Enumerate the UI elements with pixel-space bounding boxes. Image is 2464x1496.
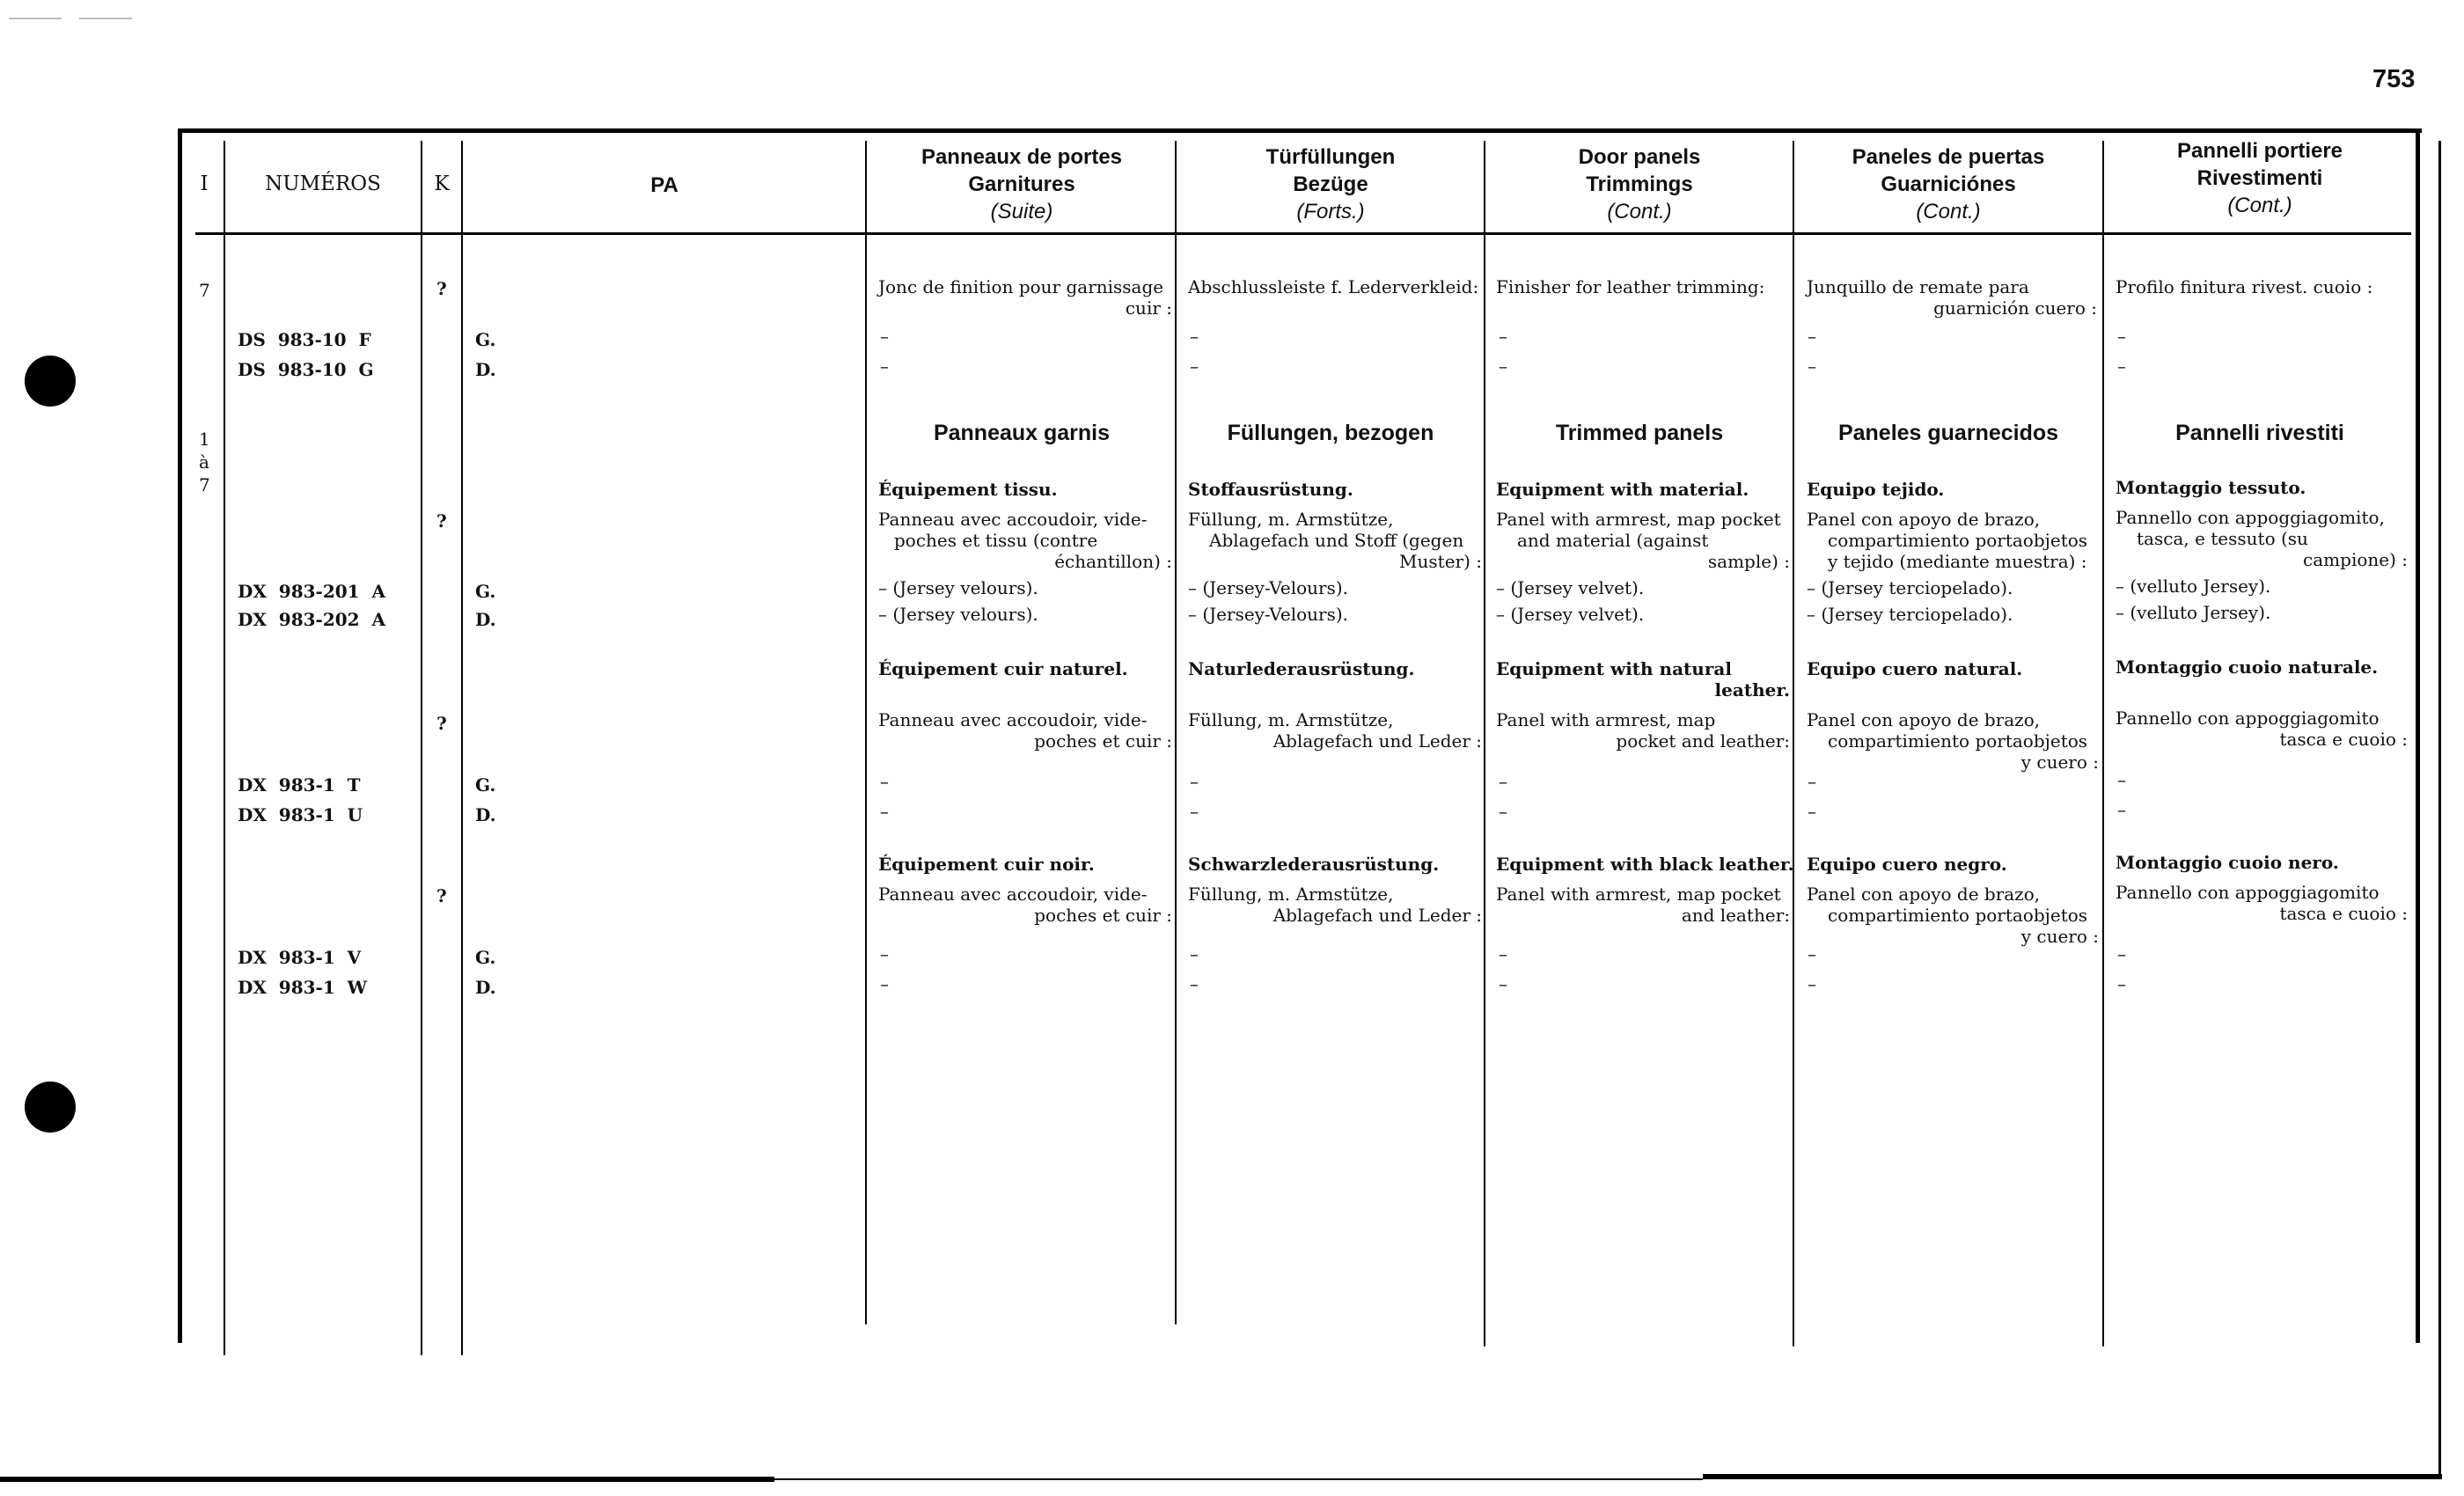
cell-es: – (Jersey terciopelado). [1807,604,2013,625]
dash: – [1499,801,1507,822]
header-cont: (Forts.) [1296,200,1365,224]
text-line: Equipment with natural [1496,658,1732,679]
section-title-fr: Panneaux garnis [933,421,1111,445]
text-line: poches et cuir : [1034,730,1172,752]
desc-fr [878,884,1172,926]
k-marker: ? [436,713,447,734]
equipment-fr: Équipement tissu. [878,479,1058,500]
header-subtitle: Trimmings [1586,172,1693,196]
table-left-border [178,128,182,1343]
equipment-it: Montaggio cuoio nero. [2116,852,2339,873]
cell-it: – (velluto Jersey). [2116,602,2271,623]
text-line: Muster) : [1399,551,1482,572]
header-cont: (Cont.) [1607,200,1672,224]
section-title-de: Füllungen, bezogen [1227,421,1434,445]
text-line: Panel con apoyo de brazo, [1807,509,2041,530]
header-col-fr [869,143,1174,225]
desc-es [1807,509,2099,572]
text-line: campione) : [2303,549,2408,570]
dash: – [1808,943,1816,964]
header-col-it [2106,137,2414,219]
equipment-fr [878,658,1172,679]
desc-de [1188,276,1484,297]
dash: – [880,356,889,377]
desc-it [2116,507,2408,570]
pa-side: G. [475,774,496,796]
desc-en [1496,276,1790,297]
header-subtitle: Rivestimenti [2196,166,2323,190]
col-divider [1484,141,1485,1346]
part-number: DX 983-1 U [238,804,363,825]
text-line: Pannello con appoggiagomito, [2116,507,2385,528]
dash: – [2117,356,2126,377]
part-number: DS 983-10 G [238,359,374,380]
text-line: cuir : [1125,297,1172,319]
desc-es [1807,884,2099,947]
equipment-en: Equipment with black leather. [1496,854,1794,875]
pa-side: D. [475,609,496,630]
text-line: Panneau avec accoudoir, vide- [878,509,1148,530]
dash: – [880,326,889,347]
header-separator [195,232,2411,235]
text-line: poches et tissu (contre [894,530,1098,551]
text-line: Füllung, m. Armstütze, [1188,709,1394,730]
header-numeros: NUMÉROS [265,172,381,195]
dash: – [2117,769,2126,790]
table-top-border [178,128,2422,133]
dash: – [1190,771,1199,792]
dash: – [1808,356,1816,377]
cell-en: – (Jersey velvet). [1496,604,1645,625]
text-line: pocket and leather: [1616,730,1790,752]
dash: – [880,771,889,792]
equipment-de: Schwarzlederausrüstung. [1188,854,1440,875]
text-line: y tejido (mediante muestra) : [1828,551,2087,572]
header-subtitle: Garnitures [968,172,1075,196]
i-range-sep: à [199,451,209,473]
col-divider [1793,141,1794,1346]
pa-side: G. [475,329,496,350]
dash: – [1190,326,1199,347]
i-range [199,428,210,496]
col-divider [461,141,463,1355]
desc-de [1188,509,1482,572]
desc-en [1496,709,1790,752]
page-bottom-rule [0,1477,774,1482]
page-right-rule [2438,141,2441,1478]
dash: – [2117,799,2126,820]
cell-es: – (Jersey terciopelado). [1807,577,2013,598]
header-k: K [434,172,450,195]
scan-mark [79,18,132,19]
desc-en [1496,509,1790,572]
header-cont: (Cont.) [2227,194,2292,217]
cell-fr: – (Jersey velours). [878,604,1038,625]
header-title: Türfüllungen [1265,145,1396,169]
part-number: DX 983-1 V [238,947,362,968]
header-pa: PA [650,173,678,197]
i-range-start: 1 [199,429,210,450]
cell-it: – (velluto Jersey). [2116,576,2271,597]
text-line: leather. [1714,679,1790,700]
part-number: DX 983-1 T [238,774,361,796]
dash: – [1499,771,1507,792]
section-title-it: Pannelli rivestiti [2175,421,2344,445]
desc-fr [878,709,1172,752]
dash: – [1499,356,1507,377]
pa-side: D. [475,359,496,380]
equipment-de: Stoffausrüstung. [1188,479,1353,500]
text-line: y cuero : [2020,926,2099,947]
col-divider [224,141,225,1355]
text-line: Junquillo de remate para [1807,276,2029,297]
text-line: sample) : [1707,551,1790,572]
text-line: Pannello con appoggiagomito [2116,708,2380,729]
desc-fr [878,509,1172,572]
dash: – [2117,943,2126,964]
pa-side: D. [475,977,496,998]
text-line: and leather: [1681,905,1790,926]
desc-de [1188,884,1482,926]
col-divider [865,141,867,1324]
equipment-en: Equipment with material. [1496,479,1749,500]
scan-mark [9,18,62,19]
dash: – [2117,326,2126,347]
header-col-es [1796,143,2101,225]
header-subtitle: Bezüge [1293,172,1368,196]
header-col-de [1178,143,1483,225]
text-line: Jonc de finition pour garnissage [878,276,1164,297]
text-line: Panel with armrest, map pocket [1496,509,1781,530]
text-line: Naturlederausrüstung. [1188,658,1415,679]
text-line: Ablagefach und Stoff (gegen [1209,530,1464,551]
header-cont: (Suite) [990,200,1053,224]
cell-en: – (Jersey velvet). [1496,577,1645,598]
equipment-it: Montaggio tessuto. [2116,477,2306,498]
equipment-en [1496,658,1790,700]
dash: – [1808,771,1816,792]
text-line: Montaggio cuoio naturale. [2116,656,2379,678]
section-title-en: Trimmed panels [1555,421,1724,445]
text-line: Panneau avec accoudoir, vide- [878,884,1148,905]
text-line: guarnición cuero : [1933,297,2097,319]
col-divider [1175,141,1177,1324]
punch-hole [25,1082,76,1133]
pa-side: D. [475,804,496,825]
dash: – [1808,801,1816,822]
text-line: échantillon) : [1054,551,1172,572]
equipment-it [2116,656,2408,678]
dash: – [1190,973,1199,994]
equipment-es [1807,658,2099,679]
text-line: Panel con apoyo de brazo, [1807,709,2041,730]
text-line: tasca e cuoio : [2279,903,2408,924]
dash: – [880,943,889,964]
dash: – [1499,943,1507,964]
text-line: and material (against [1517,530,1709,551]
header-title: Pannelli portiere [2176,139,2343,163]
desc-it [2116,882,2408,924]
table-right-border [2416,128,2420,1343]
text-line: Ablagefach und Leder : [1272,730,1482,752]
text-line: Füllung, m. Armstütze, [1188,884,1394,905]
header-title: Paneles de puertas [1852,145,2045,169]
header-subtitle: Guarniciónes [1881,172,2016,196]
cell-fr: – (Jersey velours). [878,577,1038,598]
part-number: DS 983-10 F [238,329,371,350]
text-line: Finisher for leather trimming: [1496,276,1765,297]
text-line: compartimiento portaobjetos [1828,905,2088,926]
text-line: Profilo finitura rivest. cuoio : [2116,276,2373,297]
dash: – [880,801,889,822]
desc-de [1188,709,1482,752]
row-i-value: 7 [199,280,210,301]
dash: – [1808,326,1816,347]
dash: – [1499,326,1507,347]
text-line: Equipo cuero natural. [1807,658,2023,679]
desc-it [2116,708,2408,750]
dash: – [1190,801,1199,822]
pa-side: G. [475,947,496,968]
part-number: DX 983-201 A [238,581,386,602]
text-line: Panel with armrest, map pocket [1496,884,1781,905]
text-line: tasca, e tessuto (su [2137,528,2308,549]
dash: – [1190,943,1199,964]
header-cont: (Cont.) [1916,200,1981,224]
desc-es [1807,709,2099,773]
text-line: Panel con apoyo de brazo, [1807,884,2041,905]
cell-de: – (Jersey-Velours). [1188,604,1349,625]
text-line: Panel with armrest, map [1496,709,1716,730]
text-line: Ablagefach und Leder : [1272,905,1482,926]
desc-fr [878,276,1172,319]
dash: – [1190,356,1199,377]
header-title: Door panels [1578,145,1701,169]
page-bottom-rule [774,1478,1703,1480]
text-line: Équipement cuir naturel. [878,658,1128,679]
section-title-es: Paneles guarnecidos [1837,421,2059,445]
col-divider [2102,141,2104,1346]
text-line: Pannello con appoggiagomito [2116,882,2380,903]
k-marker: ? [436,278,447,299]
equipment-fr: Équipement cuir noir. [878,854,1095,875]
pa-side: G. [475,581,496,602]
desc-es [1807,276,2097,319]
text-line: Füllung, m. Armstütze, [1188,509,1394,530]
i-range-end: 7 [199,474,210,495]
part-number: DX 983-1 W [238,977,368,998]
header-col-en [1487,143,1792,225]
k-marker: ? [436,885,447,906]
dash: – [1499,973,1507,994]
equipment-es: Equipo tejido. [1807,479,1945,500]
part-number: DX 983-202 A [238,609,386,630]
cell-de: – (Jersey-Velours). [1188,577,1349,598]
text-line: y cuero : [2020,752,2099,773]
dash: – [880,973,889,994]
dash: – [1808,973,1816,994]
header-title: Panneaux de portes [920,145,1123,169]
text-line: tasca e cuoio : [2279,729,2408,750]
equipment-de [1188,658,1482,679]
desc-it [2116,276,2408,297]
equipment-es: Equipo cuero negro. [1807,854,2007,875]
k-marker: ? [436,510,447,532]
text-line: compartimiento portaobjetos [1828,530,2088,551]
desc-en [1496,884,1790,926]
page-bottom-rule [1703,1474,2442,1479]
header-i: I [200,172,209,195]
text-line: Abschlussleiste f. Lederverkleid: [1188,276,1479,297]
col-divider [421,141,422,1355]
page-number: 753 [2372,65,2416,93]
text-line: poches et cuir : [1034,905,1172,926]
punch-hole [25,356,76,407]
text-line: Panneau avec accoudoir, vide- [878,709,1148,730]
dash: – [2117,973,2126,994]
text-line: compartimiento portaobjetos [1828,730,2088,752]
